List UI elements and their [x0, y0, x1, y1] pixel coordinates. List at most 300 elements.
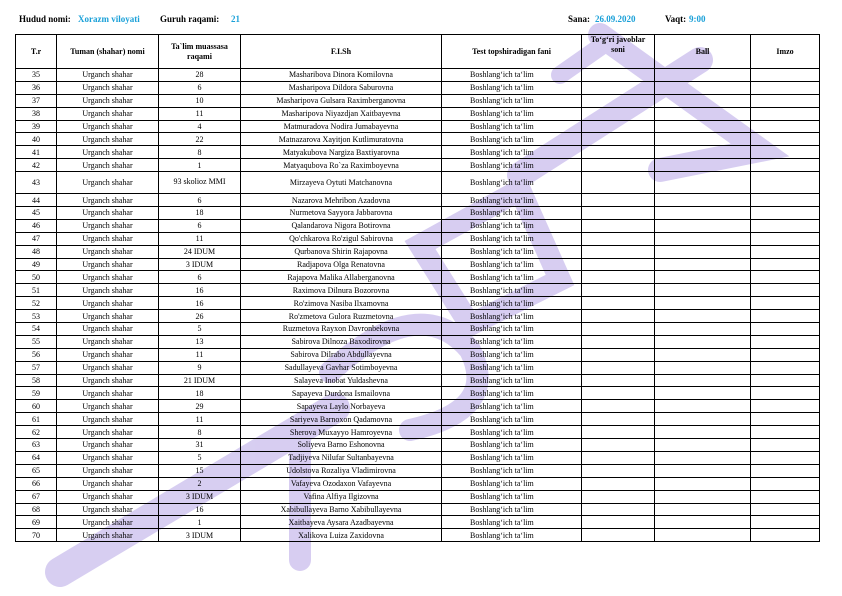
cell-fan: Boshlang‘ich ta‘lim	[442, 245, 582, 258]
cell-fish: Masharibova Dinora Komilovna	[241, 69, 442, 82]
cell-muassasa: 22	[159, 133, 241, 146]
cell-imzo	[751, 439, 820, 452]
cell-tr: 65	[16, 464, 57, 477]
cell-javoblar	[582, 297, 655, 310]
cell-tuman: Urganch shahar	[57, 146, 159, 159]
cell-tuman: Urganch shahar	[57, 120, 159, 133]
cell-fish: Nurmetova Sayyora Jabbarovna	[241, 207, 442, 220]
cell-ball	[655, 477, 751, 490]
cell-ball	[655, 271, 751, 284]
cell-imzo	[751, 284, 820, 297]
cell-ball	[655, 516, 751, 529]
cell-javoblar	[582, 107, 655, 120]
cell-tr: 43	[16, 172, 57, 194]
cell-fan: Boshlang‘ich ta‘lim	[442, 232, 582, 245]
cell-tuman: Urganch shahar	[57, 335, 159, 348]
sana-value: 26.09.2020	[595, 14, 636, 24]
cell-javoblar	[582, 172, 655, 194]
cell-tr: 49	[16, 258, 57, 271]
cell-tuman: Urganch shahar	[57, 133, 159, 146]
cell-tr: 64	[16, 451, 57, 464]
cell-muassasa: 93 skolioz MMI	[159, 172, 241, 194]
cell-ball	[655, 361, 751, 374]
cell-tr: 55	[16, 335, 57, 348]
cell-tuman: Urganch shahar	[57, 464, 159, 477]
cell-muassasa: 26	[159, 310, 241, 323]
cell-imzo	[751, 69, 820, 82]
cell-muassasa: 24 IDUM	[159, 245, 241, 258]
cell-tuman: Urganch shahar	[57, 245, 159, 258]
vaqt-value: 9:00	[689, 14, 706, 24]
cell-javoblar	[582, 477, 655, 490]
cell-tuman: Urganch shahar	[57, 490, 159, 503]
cell-javoblar	[582, 159, 655, 172]
cell-fish: Qo'chkarova Ro'zigul Sabirovna	[241, 232, 442, 245]
cell-javoblar	[582, 245, 655, 258]
cell-tr: 47	[16, 232, 57, 245]
cell-fish: Matyakubova Nargiza Baxtiyarovna	[241, 146, 442, 159]
cell-fish: Sabirova Dilrabo Abdullayevna	[241, 348, 442, 361]
col-muassasa: Ta`lim muassasa raqami	[159, 35, 241, 69]
cell-javoblar	[582, 503, 655, 516]
cell-tuman: Urganch shahar	[57, 529, 159, 542]
cell-tr: 36	[16, 81, 57, 94]
cell-tr: 61	[16, 413, 57, 426]
cell-fan: Boshlang‘ich ta‘lim	[442, 374, 582, 387]
cell-imzo	[751, 490, 820, 503]
table-row	[16, 413, 820, 426]
cell-muassasa: 28	[159, 69, 241, 82]
cell-ball	[655, 503, 751, 516]
cell-muassasa: 11	[159, 232, 241, 245]
cell-javoblar	[582, 258, 655, 271]
cell-javoblar	[582, 310, 655, 323]
cell-javoblar	[582, 451, 655, 464]
table-row	[16, 245, 820, 258]
cell-fish: Salayeva Inobat Yuldashevna	[241, 374, 442, 387]
cell-javoblar	[582, 323, 655, 336]
cell-tuman: Urganch shahar	[57, 413, 159, 426]
cell-javoblar	[582, 348, 655, 361]
cell-javoblar	[582, 207, 655, 220]
cell-ball	[655, 219, 751, 232]
cell-fan: Boshlang‘ich ta‘lim	[442, 310, 582, 323]
cell-javoblar	[582, 426, 655, 439]
cell-ball	[655, 120, 751, 133]
cell-tr: 39	[16, 120, 57, 133]
table-row	[16, 464, 820, 477]
cell-javoblar	[582, 271, 655, 284]
cell-fish: Raximova Dilnura Bozorovna	[241, 284, 442, 297]
cell-muassasa: 16	[159, 284, 241, 297]
cell-fan: Boshlang‘ich ta‘lim	[442, 81, 582, 94]
cell-fan: Boshlang‘ich ta‘lim	[442, 323, 582, 336]
cell-muassasa: 31	[159, 439, 241, 452]
table-row	[16, 94, 820, 107]
cell-fan: Boshlang‘ich ta‘lim	[442, 490, 582, 503]
cell-javoblar	[582, 335, 655, 348]
cell-fish: Soliyeva Barno Eshonovna	[241, 439, 442, 452]
cell-imzo	[751, 107, 820, 120]
cell-ball	[655, 194, 751, 207]
table-row	[16, 219, 820, 232]
table-row	[16, 348, 820, 361]
cell-tr: 68	[16, 503, 57, 516]
cell-tuman: Urganch shahar	[57, 94, 159, 107]
cell-tuman: Urganch shahar	[57, 81, 159, 94]
cell-fish: Sabirova Dilnoza Baxodirovna	[241, 335, 442, 348]
cell-fish: Tadjiyeva Nilufar Sultanbayevna	[241, 451, 442, 464]
cell-imzo	[751, 310, 820, 323]
cell-ball	[655, 81, 751, 94]
table-row	[16, 490, 820, 503]
cell-muassasa: 6	[159, 81, 241, 94]
cell-fan: Boshlang‘ich ta‘lim	[442, 146, 582, 159]
cell-ball	[655, 451, 751, 464]
cell-fish: Rajapova Malika Allaberganovna	[241, 271, 442, 284]
guruh-label: Guruh raqami:	[160, 14, 220, 24]
cell-tr: 59	[16, 387, 57, 400]
table-row	[16, 361, 820, 374]
table-row	[16, 323, 820, 336]
table-row	[16, 271, 820, 284]
cell-ball	[655, 439, 751, 452]
cell-javoblar	[582, 146, 655, 159]
cell-fish: Matmuradova Nodira Jumabayevna	[241, 120, 442, 133]
cell-tr: 67	[16, 490, 57, 503]
cell-fish: Xabibullayeva Barno Xabibullayevna	[241, 503, 442, 516]
cell-fan: Boshlang‘ich ta‘lim	[442, 413, 582, 426]
cell-tuman: Urganch shahar	[57, 400, 159, 413]
cell-imzo	[751, 133, 820, 146]
cell-tr: 62	[16, 426, 57, 439]
hudud-value: Xorazm viloyati	[78, 14, 140, 24]
cell-fan: Boshlang‘ich ta‘lim	[442, 69, 582, 82]
cell-muassasa: 10	[159, 94, 241, 107]
cell-imzo	[751, 426, 820, 439]
cell-imzo	[751, 323, 820, 336]
cell-imzo	[751, 271, 820, 284]
cell-imzo	[751, 258, 820, 271]
cell-fish: Ro'zmetova Gulora Ruzmetovna	[241, 310, 442, 323]
cell-muassasa: 16	[159, 297, 241, 310]
cell-tuman: Urganch shahar	[57, 284, 159, 297]
cell-fan: Boshlang‘ich ta‘lim	[442, 503, 582, 516]
table-row	[16, 69, 820, 82]
cell-javoblar	[582, 374, 655, 387]
cell-ball	[655, 310, 751, 323]
cell-muassasa: 18	[159, 207, 241, 220]
cell-tuman: Urganch shahar	[57, 271, 159, 284]
table-row	[16, 451, 820, 464]
cell-javoblar	[582, 284, 655, 297]
cell-ball	[655, 245, 751, 258]
cell-muassasa: 6	[159, 219, 241, 232]
cell-tuman: Urganch shahar	[57, 310, 159, 323]
col-imzo: Imzo	[751, 35, 820, 69]
cell-fish: Qalandarova Nigora Botirovna	[241, 219, 442, 232]
cell-ball	[655, 297, 751, 310]
cell-muassasa: 3 IDUM	[159, 529, 241, 542]
cell-tr: 52	[16, 297, 57, 310]
cell-fan: Boshlang‘ich ta‘lim	[442, 387, 582, 400]
cell-fish: Matyaqubova Ro`za Raximboyevna	[241, 159, 442, 172]
cell-ball	[655, 133, 751, 146]
cell-ball	[655, 107, 751, 120]
cell-imzo	[751, 172, 820, 194]
cell-imzo	[751, 245, 820, 258]
cell-muassasa: 21 IDUM	[159, 374, 241, 387]
cell-ball	[655, 146, 751, 159]
cell-fish: Sapayeva Laylo Norbayeva	[241, 400, 442, 413]
table-body	[16, 69, 820, 542]
cell-fan: Boshlang‘ich ta‘lim	[442, 464, 582, 477]
sana-label: Sana:	[568, 14, 591, 24]
cell-tr: 48	[16, 245, 57, 258]
cell-muassasa: 29	[159, 400, 241, 413]
cell-tr: 51	[16, 284, 57, 297]
cell-tuman: Urganch shahar	[57, 503, 159, 516]
col-javoblar: To‘g‘ri javoblar soni	[582, 35, 655, 69]
cell-imzo	[751, 529, 820, 542]
cell-ball	[655, 159, 751, 172]
cell-tuman: Urganch shahar	[57, 107, 159, 120]
cell-fan: Boshlang‘ich ta‘lim	[442, 400, 582, 413]
cell-muassasa: 5	[159, 323, 241, 336]
cell-fan: Boshlang‘ich ta‘lim	[442, 94, 582, 107]
cell-tuman: Urganch shahar	[57, 69, 159, 82]
cell-imzo	[751, 120, 820, 133]
cell-fish: Sadullayeva Gavhar Sotimboyevna	[241, 361, 442, 374]
cell-tuman: Urganch shahar	[57, 426, 159, 439]
cell-javoblar	[582, 387, 655, 400]
cell-tuman: Urganch shahar	[57, 374, 159, 387]
cell-imzo	[751, 297, 820, 310]
cell-imzo	[751, 503, 820, 516]
cell-muassasa: 1	[159, 159, 241, 172]
vaqt-label: Vaqt:	[665, 14, 687, 24]
cell-tr: 42	[16, 159, 57, 172]
cell-tr: 58	[16, 374, 57, 387]
col-fan: Test topshiradigan fani	[442, 35, 582, 69]
table-row	[16, 81, 820, 94]
cell-tuman: Urganch shahar	[57, 297, 159, 310]
cell-fan: Boshlang‘ich ta‘lim	[442, 477, 582, 490]
cell-javoblar	[582, 361, 655, 374]
cell-fish: Matnazarova Xayitjon Kutlimuratovna	[241, 133, 442, 146]
cell-tuman: Urganch shahar	[57, 207, 159, 220]
cell-muassasa: 18	[159, 387, 241, 400]
cell-tr: 38	[16, 107, 57, 120]
table-row	[16, 516, 820, 529]
cell-imzo	[751, 361, 820, 374]
cell-imzo	[751, 146, 820, 159]
cell-tuman: Urganch shahar	[57, 219, 159, 232]
col-ball: Ball	[655, 35, 751, 69]
cell-ball	[655, 529, 751, 542]
cell-fish: Vafina Alfiya Ilgizovna	[241, 490, 442, 503]
cell-imzo	[751, 413, 820, 426]
cell-tr: 50	[16, 271, 57, 284]
cell-fan: Boshlang‘ich ta‘lim	[442, 284, 582, 297]
cell-ball	[655, 387, 751, 400]
cell-javoblar	[582, 69, 655, 82]
cell-imzo	[751, 348, 820, 361]
cell-fish: Mirzayeva Oytuti Matchanovna	[241, 172, 442, 194]
cell-tuman: Urganch shahar	[57, 477, 159, 490]
cell-javoblar	[582, 232, 655, 245]
cell-imzo	[751, 194, 820, 207]
hudud-label: Hudud nomi:	[19, 14, 71, 24]
cell-tuman: Urganch shahar	[57, 348, 159, 361]
cell-tuman: Urganch shahar	[57, 258, 159, 271]
table-row	[16, 503, 820, 516]
cell-tr: 60	[16, 400, 57, 413]
cell-muassasa: 11	[159, 107, 241, 120]
cell-imzo	[751, 94, 820, 107]
cell-muassasa: 6	[159, 194, 241, 207]
table-row	[16, 194, 820, 207]
cell-fan: Boshlang‘ich ta‘lim	[442, 219, 582, 232]
cell-tr: 69	[16, 516, 57, 529]
cell-imzo	[751, 451, 820, 464]
cell-fish: Vafayeva Ozodaxon Vafayevna	[241, 477, 442, 490]
cell-muassasa: 1	[159, 516, 241, 529]
cell-javoblar	[582, 94, 655, 107]
cell-javoblar	[582, 133, 655, 146]
table-row	[16, 477, 820, 490]
cell-fish: Radjapova Olga Renatovna	[241, 258, 442, 271]
cell-fish: Nazarova Mehribon Azadovna	[241, 194, 442, 207]
cell-muassasa: 13	[159, 335, 241, 348]
cell-ball	[655, 348, 751, 361]
cell-fan: Boshlang‘ich ta‘lim	[442, 271, 582, 284]
cell-fan: Boshlang‘ich ta‘lim	[442, 207, 582, 220]
table-row	[16, 207, 820, 220]
cell-muassasa: 6	[159, 271, 241, 284]
cell-fish: Masharipova Gulsara Raximberganovna	[241, 94, 442, 107]
cell-tuman: Urganch shahar	[57, 323, 159, 336]
cell-ball	[655, 374, 751, 387]
cell-ball	[655, 232, 751, 245]
cell-imzo	[751, 219, 820, 232]
cell-fan: Boshlang‘ich ta‘lim	[442, 516, 582, 529]
table-row	[16, 133, 820, 146]
cell-tr: 41	[16, 146, 57, 159]
cell-imzo	[751, 81, 820, 94]
cell-tr: 40	[16, 133, 57, 146]
cell-fish: Ruzmetova Rayxon Davronbekovna	[241, 323, 442, 336]
cell-tr: 63	[16, 439, 57, 452]
cell-tuman: Urganch shahar	[57, 516, 159, 529]
cell-fan: Boshlang‘ich ta‘lim	[442, 258, 582, 271]
cell-fish: Sariyeva Barnoxon Qadamovna	[241, 413, 442, 426]
cell-javoblar	[582, 516, 655, 529]
cell-fan: Boshlang‘ich ta‘lim	[442, 335, 582, 348]
cell-imzo	[751, 387, 820, 400]
cell-tr: 66	[16, 477, 57, 490]
table-row	[16, 439, 820, 452]
cell-ball	[655, 258, 751, 271]
cell-tr: 56	[16, 348, 57, 361]
cell-ball	[655, 323, 751, 336]
cell-muassasa: 11	[159, 413, 241, 426]
cell-fan: Boshlang‘ich ta‘lim	[442, 107, 582, 120]
cell-tuman: Urganch shahar	[57, 387, 159, 400]
cell-javoblar	[582, 219, 655, 232]
cell-tr: 44	[16, 194, 57, 207]
cell-fish: Sherova Muxayyo Hamroyevna	[241, 426, 442, 439]
participants-table	[15, 34, 820, 542]
cell-imzo	[751, 516, 820, 529]
cell-javoblar	[582, 529, 655, 542]
cell-muassasa: 3 IDUM	[159, 258, 241, 271]
cell-ball	[655, 400, 751, 413]
cell-muassasa: 15	[159, 464, 241, 477]
cell-ball	[655, 490, 751, 503]
table-row	[16, 374, 820, 387]
cell-fan: Boshlang‘ich ta‘lim	[442, 439, 582, 452]
table-header-row	[16, 35, 820, 69]
cell-fish: Xaitbayeva Aysara Azadbayevna	[241, 516, 442, 529]
cell-ball	[655, 426, 751, 439]
cell-ball	[655, 207, 751, 220]
cell-javoblar	[582, 413, 655, 426]
cell-imzo	[751, 374, 820, 387]
cell-imzo	[751, 159, 820, 172]
cell-fish: Ro'zimova Nasiba Ilxamovna	[241, 297, 442, 310]
table-row	[16, 159, 820, 172]
table-row	[16, 232, 820, 245]
guruh-value: 21	[231, 14, 240, 24]
table-row	[16, 400, 820, 413]
cell-ball	[655, 94, 751, 107]
cell-ball	[655, 464, 751, 477]
cell-imzo	[751, 400, 820, 413]
table-row	[16, 172, 820, 194]
cell-fish: Xalikova Luiza Zaxidovna	[241, 529, 442, 542]
cell-tr: 37	[16, 94, 57, 107]
cell-tuman: Urganch shahar	[57, 361, 159, 374]
cell-javoblar	[582, 400, 655, 413]
cell-tuman: Urganch shahar	[57, 451, 159, 464]
cell-muassasa: 8	[159, 146, 241, 159]
cell-fan: Boshlang‘ich ta‘lim	[442, 451, 582, 464]
cell-muassasa: 4	[159, 120, 241, 133]
cell-tuman: Urganch shahar	[57, 232, 159, 245]
cell-fish: Udolstova Rozaliya Vladimirovna	[241, 464, 442, 477]
cell-ball	[655, 284, 751, 297]
cell-imzo	[751, 335, 820, 348]
cell-tuman: Urganch shahar	[57, 439, 159, 452]
cell-fan: Boshlang‘ich ta‘lim	[442, 426, 582, 439]
cell-tuman: Urganch shahar	[57, 172, 159, 194]
cell-tuman: Urganch shahar	[57, 194, 159, 207]
cell-ball	[655, 172, 751, 194]
document-header	[0, 14, 842, 30]
cell-imzo	[751, 464, 820, 477]
cell-tr: 57	[16, 361, 57, 374]
cell-javoblar	[582, 439, 655, 452]
table-row	[16, 120, 820, 133]
cell-fish: Masharipova Niyazdjan Xaitbayevna	[241, 107, 442, 120]
cell-muassasa: 5	[159, 451, 241, 464]
cell-tr: 45	[16, 207, 57, 220]
cell-javoblar	[582, 490, 655, 503]
table-row	[16, 146, 820, 159]
table-row	[16, 335, 820, 348]
cell-muassasa: 9	[159, 361, 241, 374]
